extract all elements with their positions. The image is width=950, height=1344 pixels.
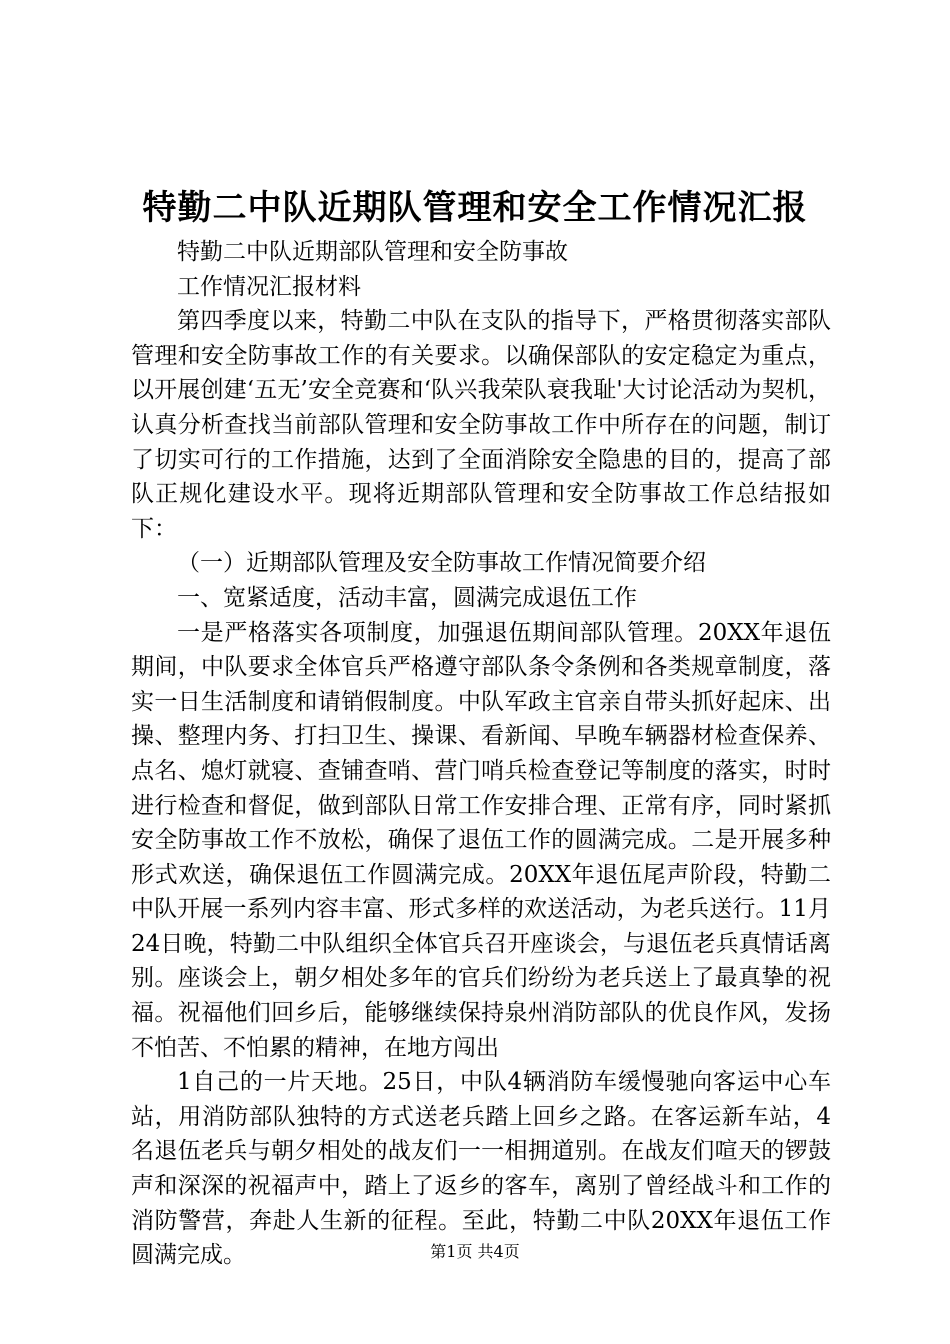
body-paragraph: 一是严格落实各项制度，加强退伍期间部队管理。20XX年退伍期间，中队要求全体官兵严格遵守部队条令条例和各类规章制度，落实一日生活制度和请销假制度。中队军政主官亲自带头抓好起床、出操、整理内务、打扫卫生、操课、看新闻、早晚车辆器材检查保养、点名、熄灯就寝、查铺查哨、营门哨兵检查登记等制度的落实，时时进行检查和督促，做到部队日常工作安排合理、正常有序，同时紧抓安全防事故工作不放松，确保了退伍工作的圆满完成。二是开展多种形式欢送，确保退伍工作圆满完成。20XX年退伍尾声阶段，特勤二中队开展一系列内容丰富、形式多样的欢送活动，为老兵送行。11月24日晚，特勤二中队组织全体官兵召开座谈会，与退伍老兵真情话离别。座谈会上，朝夕相处多年的官兵们纷纷为老兵送上了最真挚的祝福。祝福他们回乡后，能够继续保持泉州消防部队的优良作风，发扬不怕苦、不怕累的精神，在地方闯出 <box>131 619 831 1061</box>
page-number: 第1页 共4页 <box>430 1242 520 1261</box>
document-title: 特勤二中队近期队管理和安全工作情况汇报 <box>142 188 808 228</box>
body-paragraph: 1自己的一片天地。25日，中队4辆消防车缓慢驰向客运中心车站，用消防部队独特的方式送老兵踏上回乡之路。在客运新车站，4名退伍老兵与朝夕相处的战友们一一相拥道别。在战友们喧天的锣鼓声和深深的祝福声中，踏上了返乡的客车，离别了曾经战斗和工作的消防警营，奔赴人生新的征程。至此，特勤二中队20XX年退伍工作圆满完成。 <box>131 1069 831 1269</box>
subsection-heading: 一、宽紧适度，活动丰富，圆满完成退伍工作 <box>177 584 637 611</box>
subtitle-line-2: 工作情况汇报材料 <box>177 273 361 300</box>
subtitle-line-1: 特勤二中队近期部队管理和安全防事故 <box>177 239 568 265</box>
section-heading: （一）近期部队管理及安全防事故工作情况简要介绍 <box>177 550 706 577</box>
intro-paragraph: 第四季度以来，特勤二中队在支队的指导下，严格贯彻落实部队管理和安全防事故工作的有关要求。以确保部队的安定稳定为重点，以开展创建‘五无’安全竞赛和‘队兴我荣队衰我耻'大讨论活动为契机，认真分析查找当前部队管理和安全防事故工作中所存在的问题，制订了切实可行的工作措施，达到了全面消除安全隐患的目的，提高了部队正规化建设水平。现将近期部队管理和安全防事故工作总结报如下： <box>131 308 831 542</box>
document-body <box>131 235 831 1273</box>
